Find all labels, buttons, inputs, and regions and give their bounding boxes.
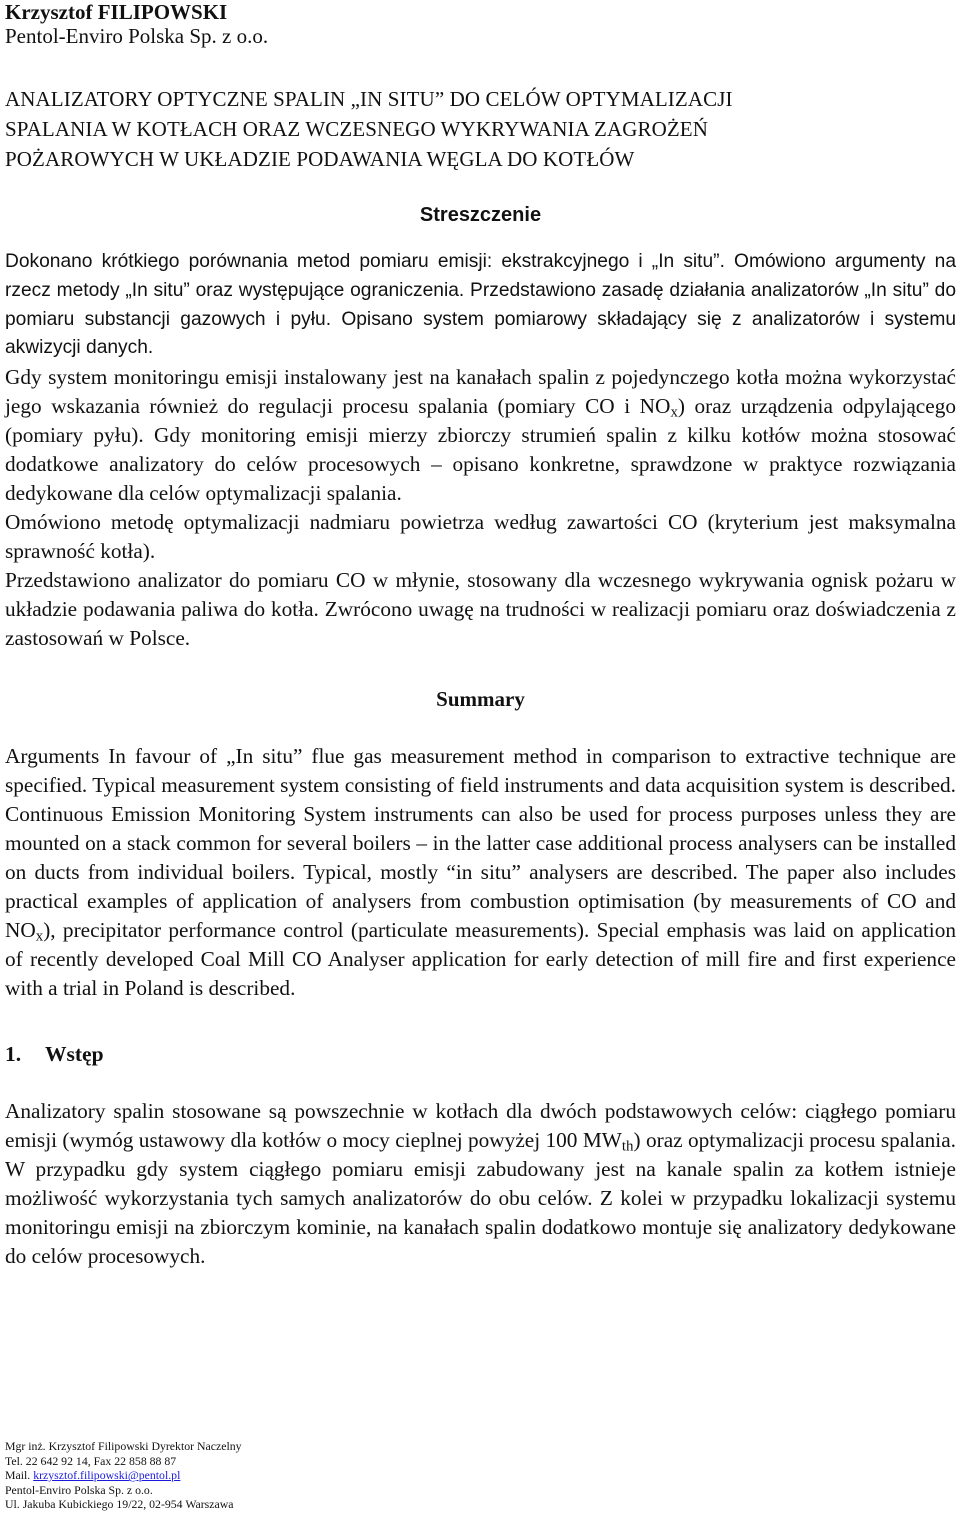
footnote-line-name: Mgr inż. Krzysztof Filipowski Dyrektor Naczelny	[5, 1439, 242, 1453]
section-1-paragraph	[5, 1097, 956, 1271]
abstract-heading-pl: Streszczenie	[419, 204, 542, 226]
company-name: Pentol-Enviro Polska Sp. z o.o.	[5, 24, 269, 48]
document-page	[5, 0, 956, 1271]
summary-paragraph	[5, 742, 956, 1003]
summary-text-1: Arguments In favour of „In situ” flue gas measurement method in comparison to extractive technique are specified. Typical measurement system consisting of field instruments and data acquisition system is described. Continuous Emission Monitoring System instruments can also be used for process purposes unless they are mounted on a stack common for several boilers – in the latter case additional process analysers can be installed on ducts from individual boilers. Typical, mostly “in situ” analysers are described. The paper also includes practical examples of application of analysers from combustion optimisation (by measurements of CO and NO	[5, 744, 956, 943]
email-link[interactable]: krzysztof.filipowski@pentol.pl	[33, 1468, 181, 1483]
paper-title	[5, 84, 956, 174]
footnote-line-company: Pentol-Enviro Polska Sp. z o.o.	[5, 1482, 153, 1497]
section-1-text-1: Analizatory spalin stosowane są powszechnie w kotłach dla dwóch podstawowych celów: ciągłego pomiaru emisji (wymóg ustawowy dla kotłów o mocy cieplnej powyżej 100 MW	[5, 1099, 956, 1153]
abstract-pl-text-2c: Gdy monitoring emisji mierzy zbiorczy strumień spalin z kilku kotłów można stosować dodatkowe analizatory do celów procesowych – opisano konkretne, sprawdzone w praktyce rozwiązania dedykowane dla celów optymalizacji spalania.	[5, 423, 956, 506]
summary-text-2: ), precipitator performance control (particulate measurements). Special emphasis was laid on application of recently developed Coal Mill CO Analyser application for early detection of mill fire and first experience with a trial in Poland is described.	[5, 918, 956, 1001]
author-name: Krzysztof FILIPOWSKI	[5, 0, 228, 24]
subscript-x: x	[35, 928, 44, 945]
section-title: Wstęp	[45, 1042, 104, 1067]
section-number: 1.	[5, 1042, 22, 1067]
abstract-pl-paragraph-1	[5, 248, 956, 363]
section-1-text-2: ) oraz optymalizacji procesu spalania. W przypadku gdy system ciągłego pomiaru emisji zabudowany jest na kanale spalin za kotłem istnieje możliwość wykorzystania tych samych analizatorów do obu celów. Z kolei w przypadku lokalizacji systemu monitoringu emisji na zbiorczym kominie, na kanałach spalin dodatkowo montuje się analizatory dedykowane do celów procesowych.	[5, 1128, 956, 1269]
mail-label: Mail.	[5, 1468, 31, 1483]
abstract-pl-text-2a: Gdy system monitoringu emisji instalowany jest na kanałach spalin z pojedynczego kotła można wykorzystać jego wskazania również do regulacji procesu spalania (pomiary CO i NO	[5, 365, 956, 419]
title-line-3: POŻAROWYCH W UKŁADZIE PODAWANIA WĘGLA DO KOTŁÓW	[5, 147, 635, 171]
abstract-pl-paragraph-3: Omówiono metodę optymalizacji nadmiaru powietrza według zawartości CO (kryterium jest maksymalna sprawność kotła).	[5, 510, 956, 564]
footnote-line-mail	[5, 1468, 242, 1483]
abstract-pl-text-1: Dokonano krótkiego porównania metod pomiaru emisji: ekstrakcyjnego i „In situ”. Omówiono argumenty na rzecz metody „In situ” oraz występujące ograniczenia. Przedstawiono zasadę działania analizatorów „In situ” do pomiaru substancji gazowych i pyłu. Opisano system pomiarowy składający się z analizatorów i systemu akwizycji danych.	[5, 251, 956, 359]
abstract-pl-paragraph-2	[5, 363, 956, 508]
summary-heading: Summary	[436, 687, 525, 712]
footnote-line-address: Ul. Jakuba Kubickiego 19/22, 02-954 Warszawa	[5, 1497, 234, 1512]
title-line-1: ANALIZATORY OPTYCZNE SPALIN „IN SITU” DO CELÓW OPTYMALIZACJI	[5, 87, 733, 111]
author-header	[5, 0, 956, 48]
footnote-line-phone: Tel. 22 642 92 14, Fax 22 858 88 87	[5, 1453, 177, 1468]
section-1-body	[5, 1097, 956, 1271]
summary-body	[5, 742, 956, 1003]
abstract-pl-body	[5, 363, 956, 653]
section-heading-1	[5, 1041, 956, 1067]
abstract-pl-text-2b: ) oraz urządzenia odpylającego (pomiary pyłu).	[5, 394, 956, 448]
title-line-2: SPALANIA W KOTŁACH ORAZ WCZESNEGO WYKRYWANIA ZAGROŻEŃ	[5, 117, 708, 141]
subscript-x: x	[670, 404, 678, 421]
abstract-pl-paragraph-4: Przedstawiono analizator do pomiaru CO w młynie, stosowany dla wczesnego wykrywania ognisk pożaru w układzie podawania paliwa do kotła. Zwrócono uwagę na trudności w realizacji pomiaru oraz doświadczenia z zastosowań w Polsce.	[5, 568, 956, 651]
subscript-th: th	[621, 1138, 634, 1155]
author-footnote	[5, 1439, 242, 1512]
